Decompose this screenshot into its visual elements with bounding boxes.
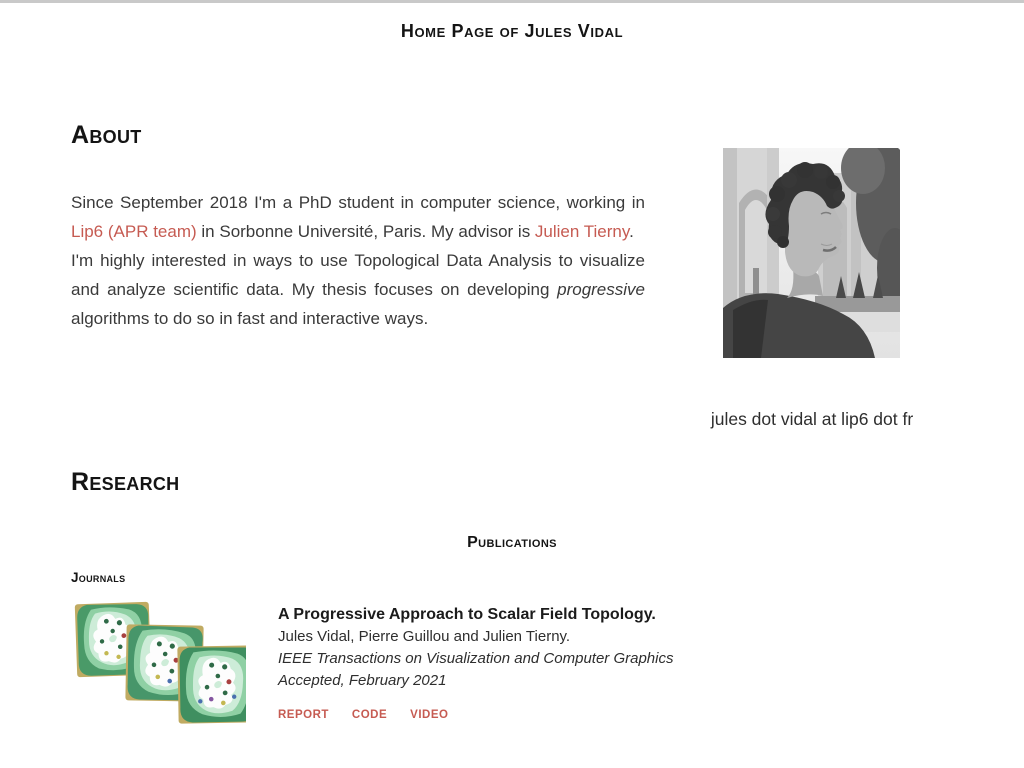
publication-status: Accepted, February 2021 (278, 672, 447, 689)
about-paragraph-2-emphasis: progressive (557, 280, 645, 299)
about-text (71, 188, 645, 333)
publication-authors: Jules Vidal, Pierre Guillou and Julien Tierny. (278, 628, 571, 645)
lip6-link[interactable]: Lip6 (APR team) (71, 222, 197, 241)
portrait-photo (723, 148, 900, 358)
page-title: Home Page of Jules Vidal (400, 21, 624, 41)
journals-heading: Journals (71, 570, 126, 585)
window-top-edge (0, 0, 1024, 3)
publication-entry (278, 604, 678, 721)
publication-links (278, 709, 678, 721)
research-heading: Research (71, 468, 180, 496)
about-paragraph-1-middle: in Sorbonne Université, Paris. My advisor is (196, 222, 535, 241)
publication-journal: IEEE Transactions on Visualization and Computer Graphics (278, 650, 674, 667)
report-link[interactable]: REPORT (278, 709, 329, 721)
email-address: jules dot vidal at lip6 dot fr (710, 409, 914, 429)
publication-title: A Progressive Approach to Scalar Field Topology. (278, 606, 656, 623)
about-paragraph-1-start: Since September 2018 I'm a PhD student in computer science, working in (71, 193, 645, 212)
about-paragraph-2-start: I'm highly interested in ways to use Topological Data Analysis to visualize and analyze scientific data. My thesis focuses on developing (71, 251, 645, 299)
julien-tierny-link[interactable]: Julien Tierny (534, 222, 630, 241)
about-heading: About (71, 121, 142, 149)
video-link[interactable]: VIDEO (410, 709, 449, 721)
about-paragraph-1-end: . (629, 222, 634, 241)
about-paragraph-2-end: algorithms to do so in fast and interactive ways. (71, 309, 429, 328)
publication-thumbnail (74, 598, 246, 724)
code-link[interactable]: CODE (351, 709, 388, 721)
publications-heading: Publications (467, 534, 557, 551)
